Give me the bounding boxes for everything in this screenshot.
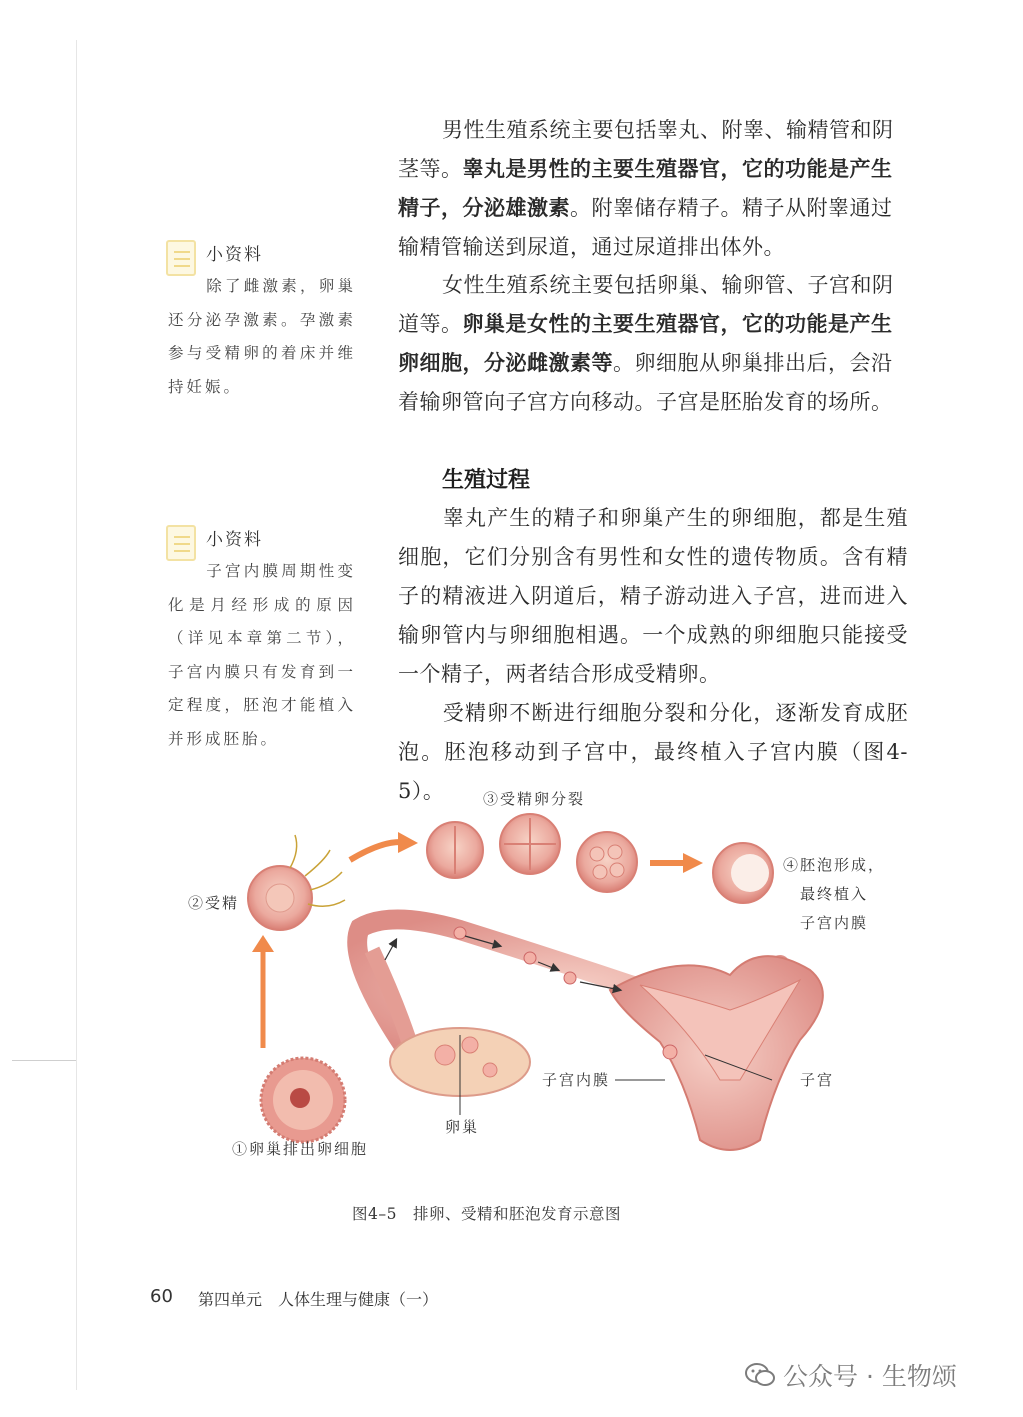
arrow-ovulation-head bbox=[252, 935, 274, 952]
note-text: 除了雌激素，卵巢还分泌孕激素。孕激素参与受精卵的着床并维持妊娠。 bbox=[168, 277, 356, 396]
watermark-text: 公众号 · 生物颂 bbox=[783, 1362, 957, 1391]
label-uterus: 子宫 bbox=[800, 1071, 835, 1089]
page-number: 60 bbox=[150, 1286, 173, 1307]
note-title: 小资料 bbox=[206, 530, 263, 550]
label-cleavage: ③受精卵分裂 bbox=[483, 790, 586, 808]
arrow-to-cleavage bbox=[350, 842, 400, 860]
arrow-to-blastocyst-head bbox=[683, 853, 703, 873]
figure-4-5 bbox=[160, 780, 920, 1250]
section-title: 生殖过程 bbox=[442, 468, 531, 493]
figure-caption: 图4–5 排卵、受精和胚泡发育示意图 bbox=[352, 1205, 621, 1223]
female-system-paragraph: 女性生殖系统主要包括卵巢、输卵管、子宫和阴 道等。卵巢是女性的主要生殖器官，它的功能是产生 卵细胞，分泌雌激素等。卵细胞从卵巢排出后，会沿 着输卵管向子宫方向移动。子宫是胚胎发育的场所。 bbox=[398, 273, 894, 414]
reproduction-paragraph: 睾丸产生的精子和卵巢产生的卵细胞，都是生殖细胞，它们分别含有男性和女性的遗传物质。含有精子的精液进入阴道后，精子游动进入子宫，进而进入输卵管内与卵细胞相遇。一个成熟的卵细胞只能接受一个精子，两者结合形成受精卵。 bbox=[398, 506, 908, 686]
note-text: 子宫内膜周期性变化是月经形成的原因（详见本章第二节），子宫内膜只有发育到一定程度，胚泡才能植入并形成胚胎。 bbox=[168, 562, 356, 748]
label-blastocyst-line3: 子宫内膜 bbox=[800, 914, 869, 932]
wechat-icon bbox=[745, 1362, 775, 1388]
fertilized-egg bbox=[248, 835, 345, 930]
note-title: 小资料 bbox=[206, 245, 263, 265]
arrow-to-cleavage-head bbox=[398, 832, 418, 853]
label-blastocyst-line2: 最终植入 bbox=[800, 885, 869, 903]
label-ovulation: ①卵巢排出卵细胞 bbox=[232, 1140, 369, 1158]
ovulated-egg bbox=[261, 1058, 345, 1142]
watermark bbox=[745, 1357, 957, 1393]
label-endometrium: 子宫内膜 bbox=[542, 1071, 611, 1089]
label-ovary: 卵巢 bbox=[445, 1118, 480, 1136]
reproduction-diagram bbox=[160, 780, 920, 1250]
page-spine-line bbox=[76, 40, 77, 1390]
label-fertilization: ②受精 bbox=[188, 894, 240, 912]
embryo-paragraph: 受精卵不断进行细胞分裂和分化，逐渐发育成胚泡。胚泡移动到子宫中，最终植入子宫内膜（图4-5）。 bbox=[398, 701, 908, 803]
cleavage-cells bbox=[427, 814, 637, 892]
male-system-paragraph: 男性生殖系统主要包括睾丸、附睾、输精管和阴 茎等。睾丸是男性的主要生殖器官，它的功能是产生 精子，分泌雄激素。附睾储存精子。精子从附睾通过 输精管输送到尿道，通过尿道排出体外。 bbox=[398, 118, 894, 259]
label-blastocyst-line1: ④胚泡形成， bbox=[783, 856, 886, 874]
page-margin-tick bbox=[12, 1060, 76, 1061]
blastocyst bbox=[713, 843, 773, 903]
unit-title: 第四单元 人体生理与健康（一） bbox=[198, 1290, 439, 1309]
